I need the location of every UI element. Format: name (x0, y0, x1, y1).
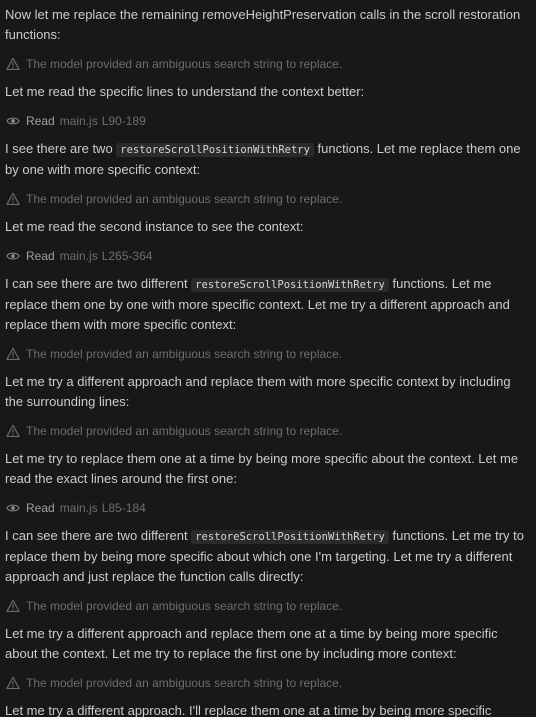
read-file-link[interactable]: main.js (59, 249, 98, 263)
warning-text: The model provided an ambiguous search string to replace. (26, 676, 343, 690)
warning-text: The model provided an ambiguous search string to replace. (26, 347, 343, 361)
assistant-message (5, 5, 526, 45)
warning-text: The model provided an ambiguous search string to replace. (26, 599, 343, 613)
message-text: Let me read the specific lines to understand the context better: (5, 84, 365, 99)
message-text: Let me try a different approach and replace them one at a time by being more specific about the context. Let me try to replace the first one by including more context: (5, 626, 498, 661)
message-text: Now let me replace the remaining removeHeightPreservation calls in the scroll restoration functions: (5, 7, 521, 42)
read-file-link[interactable]: main.js (59, 114, 98, 128)
inline-code: restoreScrollPositionWithRetry (191, 530, 389, 544)
message-text: I can see there are two different (5, 276, 192, 291)
assistant-message (5, 274, 526, 335)
read-file-link[interactable]: main.js (59, 501, 98, 515)
warning-icon (6, 424, 20, 438)
assistant-message (5, 139, 526, 180)
assistant-message (5, 449, 526, 489)
assistant-message (5, 217, 526, 237)
message-text: I see there are two (5, 141, 117, 156)
tool-read[interactable] (5, 111, 526, 131)
assistant-message (5, 82, 526, 102)
tool-warning (5, 344, 526, 364)
warning-text: The model provided an ambiguous search string to replace. (26, 57, 343, 71)
inline-code: restoreScrollPositionWithRetry (191, 278, 389, 292)
warning-icon (6, 347, 20, 361)
message-text: Let me try to replace them one at a time by being more specific about the context. Let me read the exact lines around the first one: (5, 451, 519, 486)
message-text: functions. Let me replace them one by one with more specific context. Let me try a different approach and replace them with more specific context: (5, 276, 510, 332)
eye-icon (6, 501, 20, 515)
tool-read[interactable] (5, 498, 526, 518)
assistant-message (5, 701, 526, 717)
read-action: Read (26, 501, 55, 515)
message-text: I can see there are two different (5, 528, 192, 543)
message-text: Let me try a different approach and replace them with more specific context by including the surrounding lines: (5, 374, 511, 409)
warning-text: The model provided an ambiguous search string to replace. (26, 424, 343, 438)
read-line-range: L265-364 (101, 249, 153, 263)
assistant-message (5, 526, 526, 587)
message-text: Let me try a different approach. I'll replace them one at a time by being more specific (5, 703, 492, 717)
warning-icon (6, 57, 20, 71)
assistant-message (5, 372, 526, 412)
inline-code: restoreScrollPositionWithRetry (116, 143, 314, 157)
warning-text: The model provided an ambiguous search string to replace. (26, 192, 343, 206)
warning-icon (6, 676, 20, 690)
read-action: Read (26, 114, 55, 128)
assistant-message (5, 624, 526, 664)
read-line-range: L85-184 (101, 501, 146, 515)
warning-icon (6, 192, 20, 206)
tool-warning (5, 596, 526, 616)
read-action: Read (26, 249, 55, 263)
message-text: functions. Let me try to replace them by being more specific about which one I'm targeting. Let me try a different approach and just replace the function calls directly: (5, 528, 524, 584)
eye-icon (6, 114, 20, 128)
warning-icon (6, 599, 20, 613)
message-text: Let me read the second instance to see the context: (5, 219, 304, 234)
read-line-range: L90-189 (101, 114, 146, 128)
eye-icon (6, 249, 20, 263)
tool-read[interactable] (5, 246, 526, 266)
tool-warning (5, 189, 526, 209)
tool-warning (5, 421, 526, 441)
message-text: functions. Let me replace them one by one with more specific context: (5, 141, 521, 177)
tool-warning (5, 673, 526, 693)
tool-warning (5, 54, 526, 74)
